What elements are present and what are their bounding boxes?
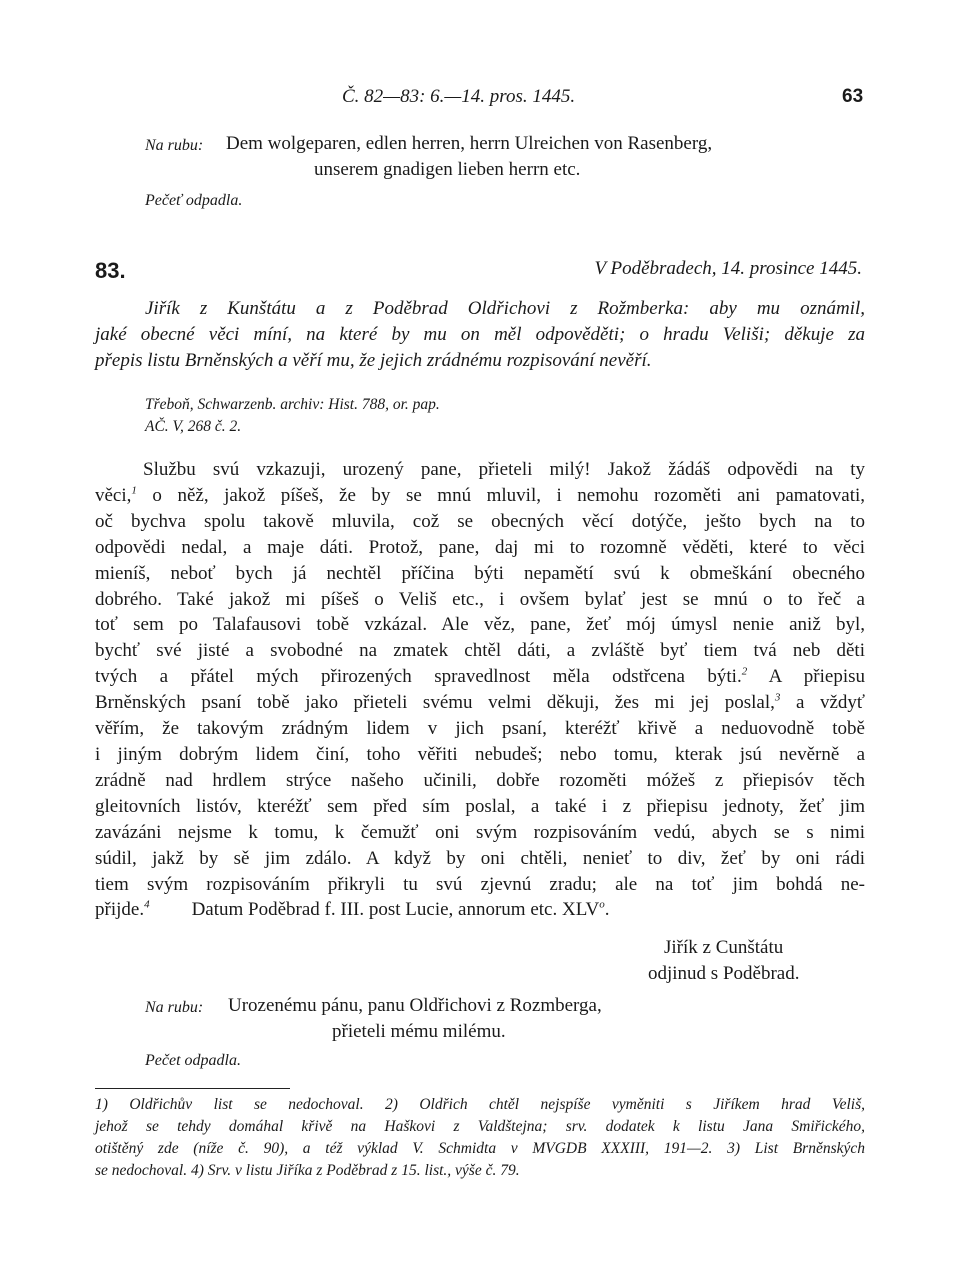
regest-line: jaké obecné věci míní, na které by mu on měl odpověděti; o hradu Veliši; děkuje za — [95, 324, 865, 345]
signature-line-1: Jiřík z Cunštátu — [664, 937, 784, 958]
body-line: bychť své jisté a svobodné na zmatek chtěl dáti, a zvláště byť tiem tvá neb děti — [95, 640, 865, 662]
document-dateline: V Poděbradech, 14. prosince 1445. — [594, 258, 862, 279]
footnote-line: se nedochoval. 4) Srv. v listu Jiříka z Poděbrad z 15. list., výše č. 79. — [95, 1162, 520, 1179]
body-line: zrádně nad hrdlem strýce našeho učinili, dobře rozoměti móžeš z přiepisóv těch — [95, 769, 865, 791]
footnote-line: jehož se tehdy domáhal křivě na Haškovi z Valdštejna; srv. dodatek k listu Jana Smiřického, — [95, 1118, 865, 1135]
body-line: přijde.$^4$ Datum Poděbrad f. III. post Lucie, annorum etc. XLV$^o$. — [95, 899, 610, 921]
body-line: dobrého. Také jakož mi píšeš o Veliš etc., i ovšem bylať jest se mnú o to řeč a — [95, 588, 865, 610]
body-line: Brněnských psaní tobě jako přieteli svému velmi děkuji, žes mi jej poslal,$^3$ a vždyť — [95, 691, 865, 714]
address-line-1: Urozenému pánu, panu Oldřichovi z Rozmberga, — [228, 995, 602, 1016]
body-line: oč bychva spolu takově mluvila, což se obecných věcí dotýče, ješto bych na to — [95, 510, 865, 532]
footnote-ref-3[interactable]: 3 — [774, 691, 781, 704]
superscript-o: o — [599, 899, 605, 912]
running-head: Č. 82—83: 6.—14. pros. 1445. — [342, 86, 576, 107]
footnote-line: otištěný zde (níže č. 90), a též výklad V. Schmidta v MVGDB XXXIII, 191—2. 3) List Brněnských — [95, 1140, 865, 1157]
body-line: tvých a přátel mých přirozených spravedlnost měla odstřcena býti.$^2$ A přiepisu — [95, 665, 865, 688]
body-line: odpovědi nedal, a maje dáti. Protož, pane, daj mi to rozomně věděti, které to věci — [95, 536, 865, 558]
body-line: gleitovních listóv, kteréžť sem před sím poslal, a také i z přiepisu jednoty, žeť jim — [95, 795, 865, 817]
body-line: i jiným dobrým lidem činí, toho věřiti nebudeš; nebo tomu, kterak jsú nevěrně a — [95, 743, 865, 765]
body-line: tiem svým rozpisováním přikryli tu svú zjevnú zradu; ale na toť jim bohdá ne- — [95, 873, 865, 895]
prev-address-label: Na rubu: — [145, 137, 204, 154]
prev-address-line-2: unserem gnadigen lieben herrn etc. — [314, 159, 581, 180]
footnote-ref-2[interactable]: 2 — [741, 665, 748, 678]
body-line: mieníš, neboť bych já nechtěl příčina býti nepamětí svú k obmeškání obecného — [95, 562, 865, 584]
letter-body — [95, 457, 865, 923]
source-line-2: AČ. V, 268 č. 2. — [145, 418, 242, 435]
prev-address-line-1: Dem wolgeparen, edlen herren, herrn Ulreichen von Rasenberg, — [226, 133, 713, 154]
signature-line-2: odjinud s Poděbrad. — [648, 963, 800, 984]
prev-seal-note: Pečeť odpadla. — [145, 192, 243, 209]
body-line: věřím, že takovým zrádným lidem v jich psaní, kteréžť křivě a neduovodně tobě — [95, 718, 865, 740]
body-line: toť sem po Talafausovi tobě vzkázal. Ale věz, pane, žeť mój úmysl nenie aniž byl, — [95, 614, 865, 636]
footnote-ref-4[interactable]: 4 — [144, 899, 150, 912]
body-line: Službu svú vzkazuji, urozený pane, přieteli milý! Jakož žádáš odpovědi na ty — [143, 459, 865, 480]
footnote-divider — [95, 1088, 290, 1089]
regest-line: přepis listu Brněnských a věří mu, že jejich zrádnému rozpisování nevěří. — [95, 350, 652, 371]
regest — [95, 296, 865, 374]
body-line: súdil, jakž by sě jim zdálo. A když by oni chtěli, nenieť to div, žeť by oni rádi — [95, 847, 865, 869]
footnote-line: 1) Oldřichův list se nedochoval. 2) Oldřich chtěl nejspíše vyměniti s Jiříkem hrad Veliš, — [95, 1096, 865, 1113]
body-line: věci,$^1$ o něž, jakož píšeš, že by se mnú mluvil, i nemohu rozoměti ani pamatovati, — [95, 484, 865, 506]
source-line-1: Třeboň, Schwarzenb. archiv: Hist. 788, or. pap. — [145, 396, 440, 413]
page-number: 63 — [842, 86, 864, 107]
body-line: zavázáni nejsme k tomu, k čemužť oni svým rozpisováním vedú, abych se s nimi — [95, 821, 865, 843]
footnotes — [95, 1094, 865, 1182]
footnote-ref-1[interactable]: 1 — [131, 484, 137, 497]
document-number: 83. — [95, 258, 126, 283]
address-label: Na rubu: — [145, 999, 204, 1016]
address-line-2: přieteli mému milému. — [332, 1021, 506, 1042]
seal-note: Pečet odpadla. — [145, 1052, 241, 1069]
regest-line: Jiřík z Kunštátu a z Poděbrad Oldřichovi z Rožmberka: aby mu oznámil, — [145, 298, 865, 319]
